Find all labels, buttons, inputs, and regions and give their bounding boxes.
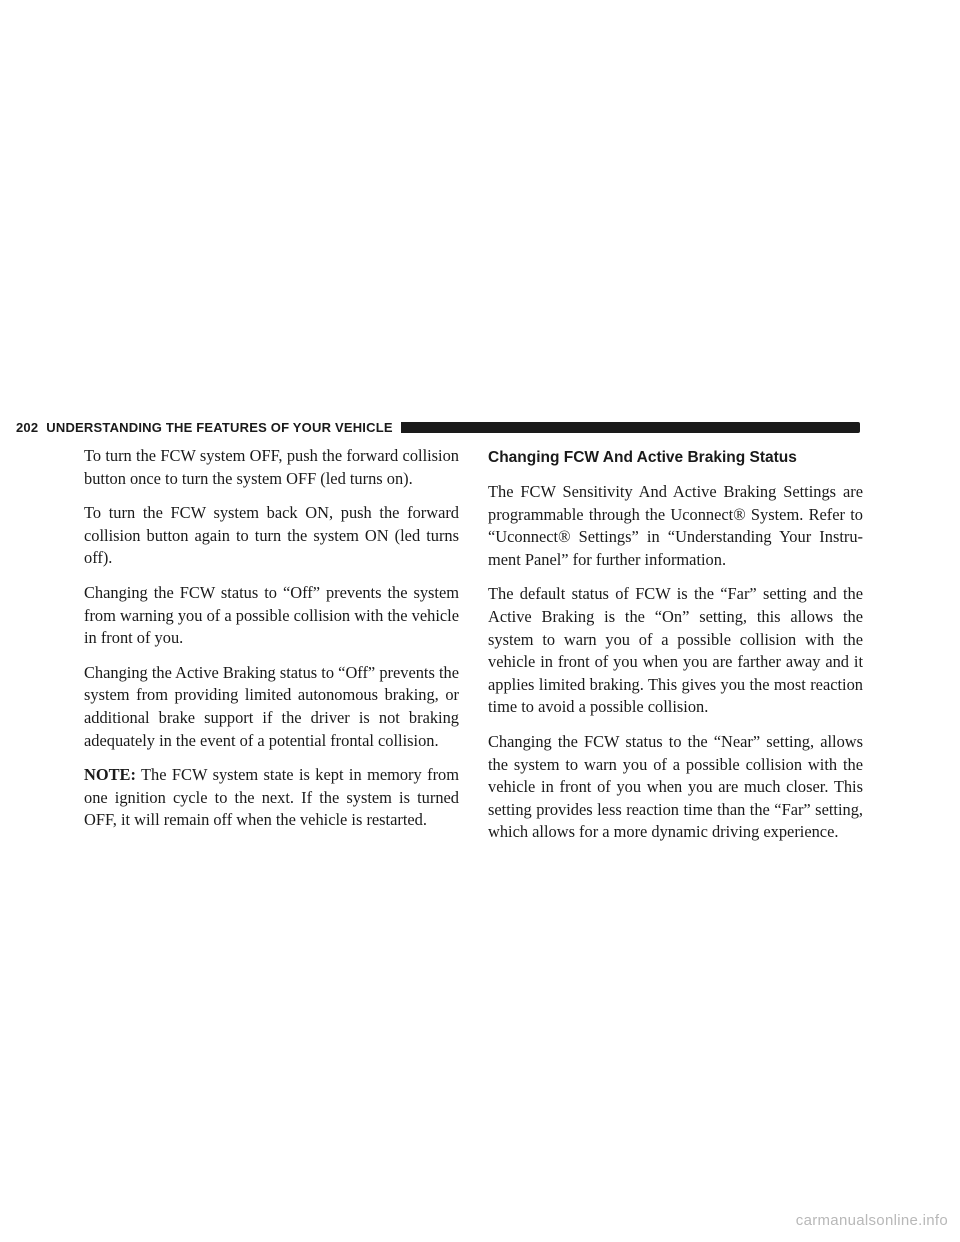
paragraph-turn-off: To turn the FCW system OFF, push the forward collision button once to turn the system OFF (led turns on). — [84, 446, 459, 488]
left-column — [84, 445, 459, 844]
paragraph-fcw-off: Changing the FCW status to “Off” prevents the system from warning you of a possible collision with the vehicle in front of you. — [84, 582, 459, 648]
section-heading: Changing FCW And Active Braking Status — [488, 449, 797, 466]
paragraph-settings: The FCW Sensitivity And Active Braking Settings are programmable through the Uconnect® System. Refer to “Uconnect® Settings” in “Understanding Your Instru- ment Panel” for further information. — [488, 482, 863, 569]
paragraph-turn-on: To turn the FCW system back ON, push the forward collision button again to turn the system ON (led turns off). — [84, 503, 459, 568]
page-number: 202 — [16, 419, 39, 435]
section-title: UNDERSTANDING THE FEATURES OF YOUR VEHICLE — [46, 419, 393, 435]
right-column — [488, 445, 863, 856]
note-paragraph — [84, 764, 459, 832]
paragraph-default-status: The default status of FCW is the “Far” setting and the Active Braking is the “On” setting, this allows the system to warn you of a possible collision with the vehicle in front of you when you are farther away and it applies limited braking. This gives you the most reaction time to avoid a possible collision. — [488, 584, 863, 717]
page-header — [16, 417, 860, 437]
paragraph-near-setting: Changing the FCW status to the “Near” setting, allows the system to warn you of a possible collision with the vehicle in front of you when you are much closer. This setting provides less reaction time than the “Far” setting, which allows for a more dynamic driving experience. — [488, 731, 863, 842]
header-rule — [401, 422, 860, 433]
note-label: NOTE: — [84, 765, 136, 785]
paragraph-active-braking-off: Changing the Active Braking status to “Off” prevents the system from providing limited autonomous braking, or additional brake support if the driver is not braking adequately in the event of a potential frontal collision. — [84, 662, 459, 750]
watermark: carmanualsonline.info — [795, 1212, 948, 1229]
note-text: The FCW system state is kept in memory from one ignition cycle to the next. If the system is turned OFF, it will remain off when the vehicle is restarted. — [84, 765, 459, 830]
